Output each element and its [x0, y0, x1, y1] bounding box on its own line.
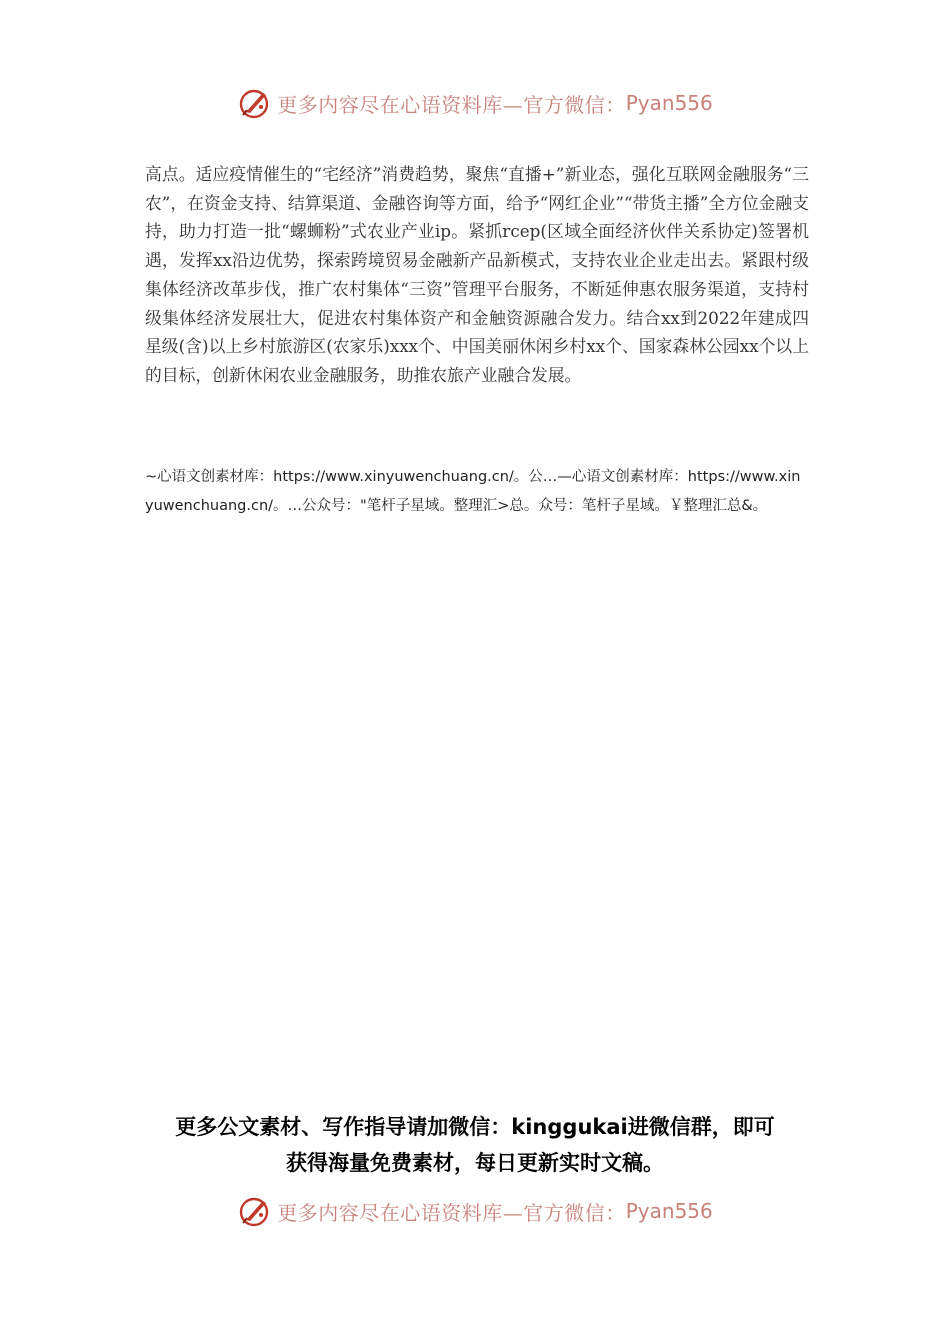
quill-pen-circle-icon	[237, 85, 273, 121]
banner-text: 更多内容尽在心语资料库—官方微信：	[277, 92, 626, 117]
promo-block	[140, 1109, 810, 1181]
source-note: ~心语文创素材库：https://www.xinyuwenchuang.cn/。公…—心语文创素材库：https://www.xinyuwenchuang.cn/。…公众号："笔杆子星域。整理汇>总。众号：笔杆子星域。￥整理汇总&。	[145, 469, 801, 514]
banner-wechat-id: Pyan556	[625, 1199, 713, 1223]
footer-watermark-banner	[0, 1191, 950, 1231]
header-watermark-banner	[0, 83, 950, 123]
banner-text: 更多内容尽在心语资料库—官方微信：	[277, 1200, 626, 1225]
banner-wechat-id: Pyan556	[625, 91, 713, 115]
promo-line-2: 获得海量免费素材，每日更新实时文稿。	[286, 1151, 664, 1175]
body-paragraph: 高点。适应疫情催生的“宅经济”消费趋势，聚焦“直播+”新业态，强化互联网金融服务“三农”，在资金支持、结算渠道、金融咨询等方面，给予“网红企业”“带货主播”全方位金融支持，助力打造一批“螺蛳粉”式农业产业ip。紧抓rcep(区域全面经济伙伴关系协定)签署机遇，发挥xx沿边优势，探索跨境贸易金融新产品新模式，支持农业企业走出去。紧跟村级集体经济改革步伐，推广农村集体“三资”管理平台服务，不断延伸惠农服务渠道，支持村级集体经济发展壮大，促进农村集体资产和金触资源融合发力。结合xx到2022年建成四星级(含)以上乡村旅游区(农家乐)xxx个、中国美丽休闲乡村xx个、国家森林公园xx个以上的目标，创新休闲农业金融服务，助推农旅产业融合发展。	[145, 164, 809, 385]
quill-pen-circle-icon	[237, 1193, 273, 1229]
promo-line-1: 更多公文素材、写作指导请加微信：kinggukai进微信群，即可	[175, 1115, 775, 1139]
